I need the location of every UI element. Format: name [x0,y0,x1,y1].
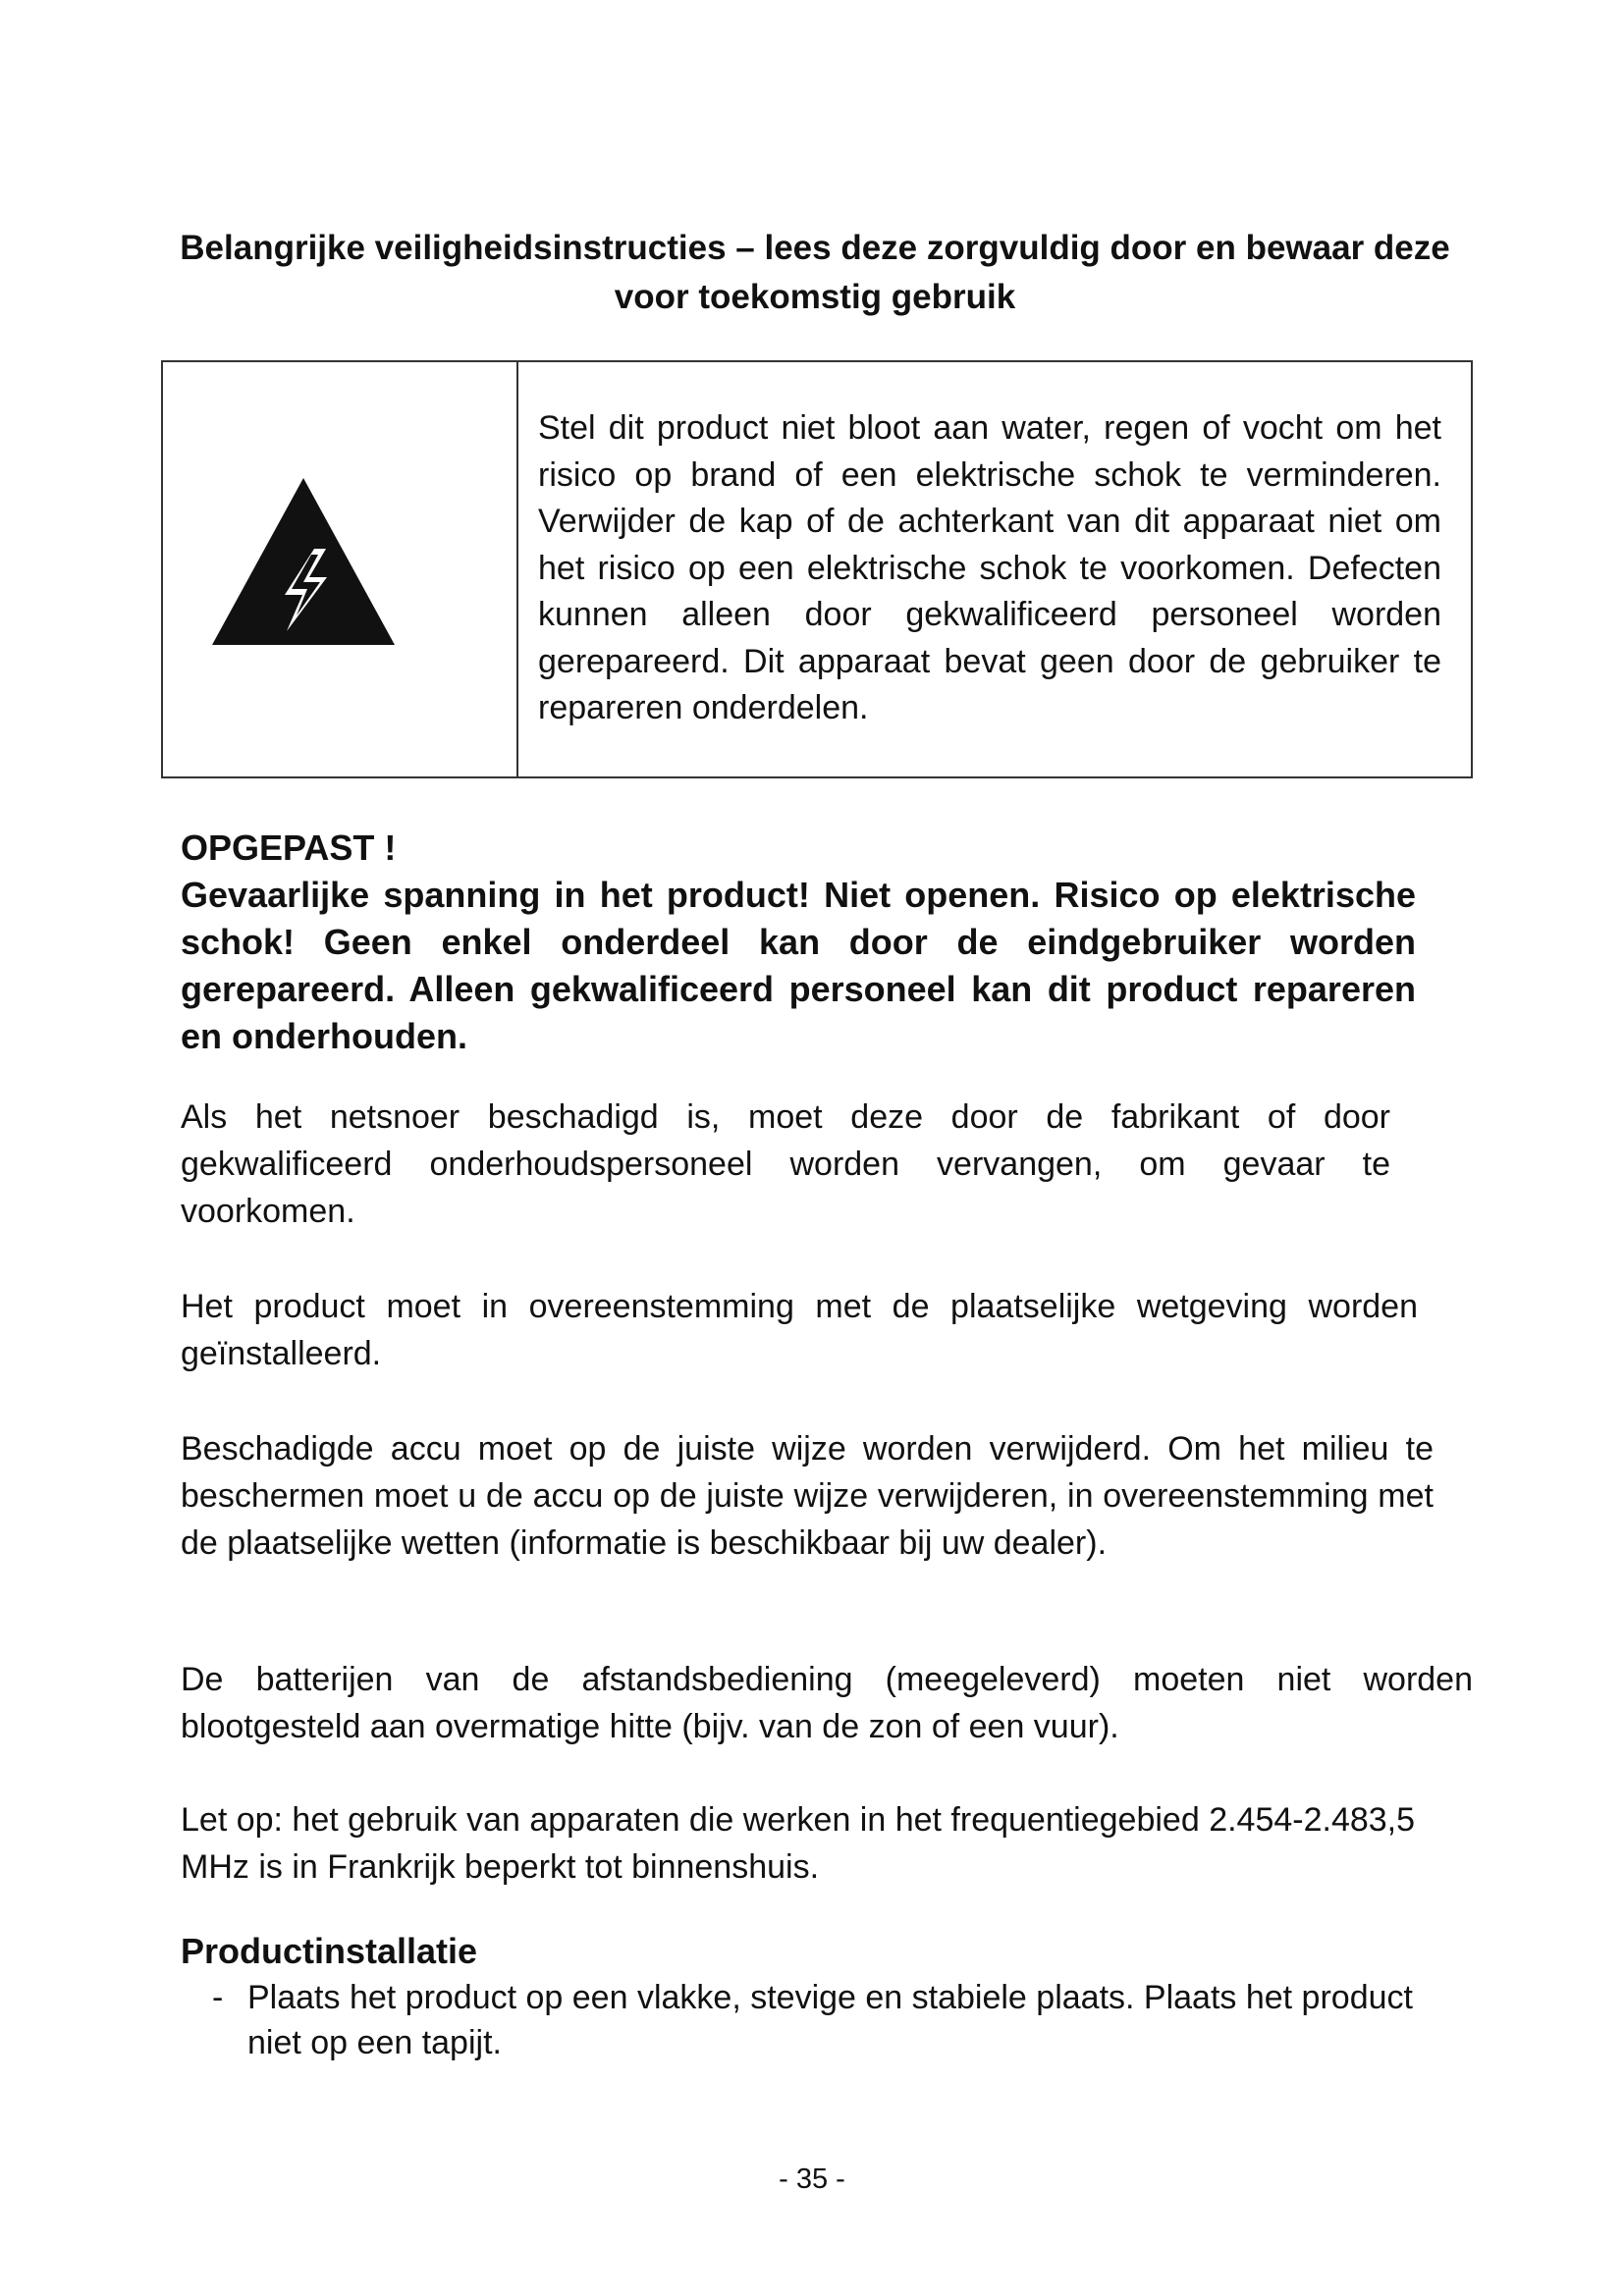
paragraph-installation-law: Het product moet in overeenstemming met de plaatselijke wetgeving worden geïnstalleerd. [181,1288,1418,1372]
caution-body: Gevaarlijke spanning in het product! Niet openen. Risico op elektrische schok! Geen enkel onderdeel kan door de eindgebruiker worden gerepareerd. Alleen gekwalificeerd personeel kan dit product repareren en onderhouden. [181,875,1416,1056]
paragraph-frequency-notice: Let op: het gebruik van apparaten die werken in het frequentiegebied 2.454-2.483,5 MHz is in Frankrijk beperkt tot binnenshuis. [181,1801,1416,1886]
electric-shock-warning-icon [212,478,395,645]
page-number: - 35 - [779,2163,845,2195]
list-item-text: Plaats het product op een vlakke, stevige en stabiele plaats. Plaats het product niet op een tapijt. [247,1979,1413,2061]
paragraph-power-cord: Als het netsnoer beschadigd is, moet deze door de fabrikant of door gekwalificeerd onderhoudspersoneel worden vervangen, om gevaar te voorkomen. [181,1098,1390,1230]
installation-list [181,1975,1418,2065]
section-heading-installation: Productinstallatie [181,1931,478,1971]
list-item [181,1975,1418,2065]
paragraph-battery-disposal: Beschadigde accu moet op de juiste wijze worden verwijderd. Om het milieu te beschermen moet u de accu op de juiste wijze verwijderen, in overeenstemming met de plaatselijke wetten (informatie is beschikbaar bij uw dealer). [181,1430,1434,1562]
warning-text: Stel dit product niet bloot aan water, regen of vocht om het risico op brand of een elektrische schok te verminderen. Verwijder de kap of de achterkant van dit apparaat niet om het risico op een elektrische schok te voorkomen. Defecten kunnen alleen door gekwalificeerd personeel worden gerepareerd. Dit apparaat bevat geen door de gebruiker te repareren onderdelen. [538,409,1441,726]
caution-heading: OPGEPAST ! [181,828,397,868]
warning-box [161,360,1473,778]
page-title: Belangrijke veiligheidsinstructies – lees deze zorgvuldig door en bewaar deze voor toekomstig gebruik [180,229,1450,316]
warning-icon-cell [163,362,518,776]
caution-block [181,825,1416,1060]
paragraph-remote-batteries: De batterijen van de afstandsbediening (meegeleverd) moeten niet worden blootgesteld aan overmatige hitte (bijv. van de zon of een vuur). [181,1661,1473,1745]
list-bullet: - [212,1979,224,2016]
